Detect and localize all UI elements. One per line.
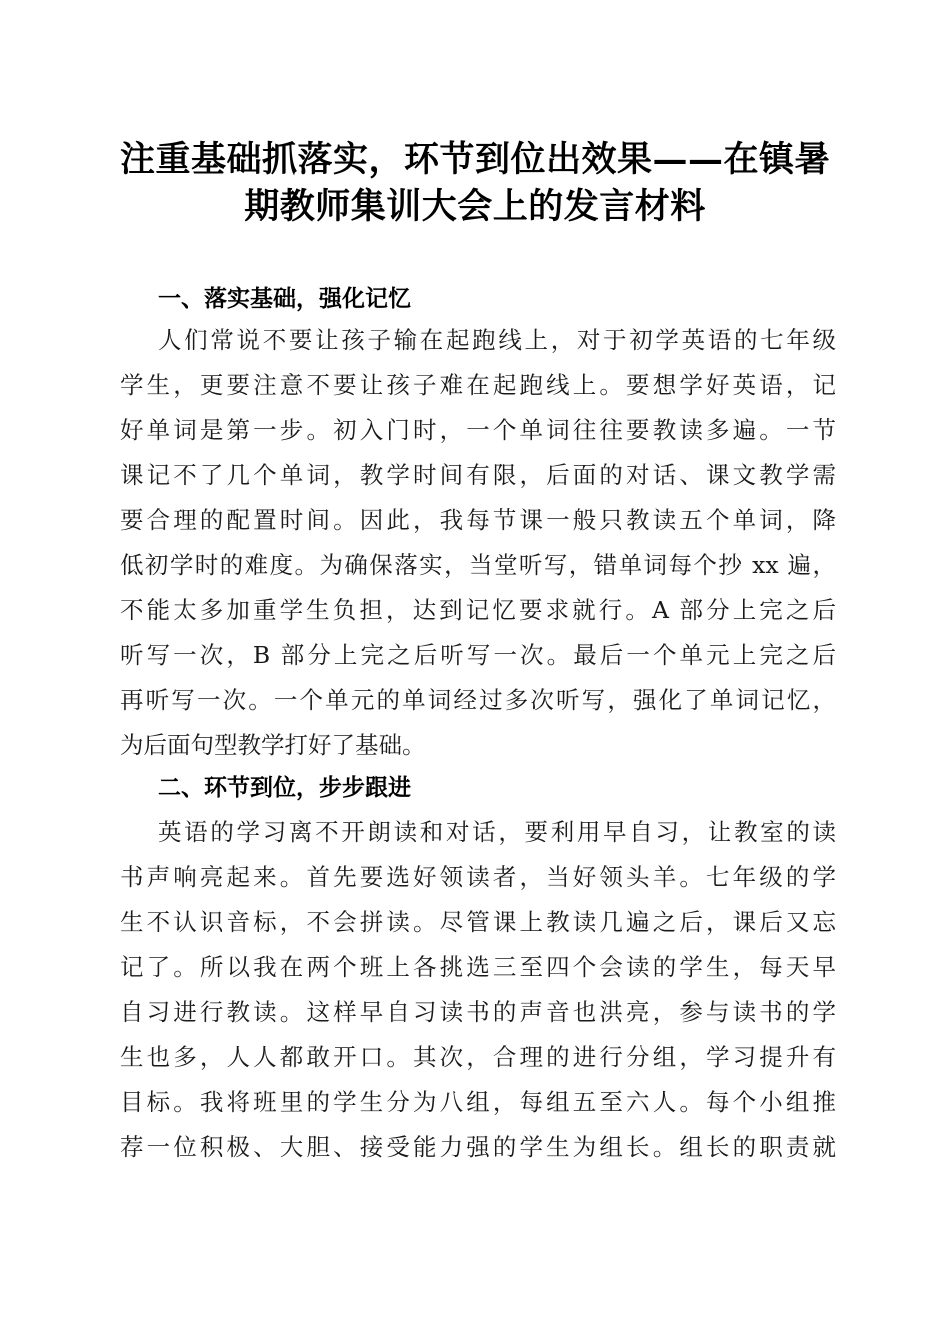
- paragraph-line: 再听写一次。一个单元的单词经过多次听写，强化了单词记忆，: [120, 686, 836, 714]
- paragraph-line: 自习进行教读。这样早自习读书的声音也洪亮，参与读书的学: [120, 998, 836, 1026]
- paragraph-line: 生不认识音标，不会拼读。尽管课上教读几遍之后，课后又忘: [120, 908, 836, 936]
- paragraph-line: 书声响亮起来。首先要选好领读者，当好领头羊。七年级的学: [120, 863, 836, 891]
- paragraph-line: 学生，更要注意不要让孩子难在起跑线上。要想学好英语，记: [120, 371, 836, 399]
- title-line-1: 注重基础抓落实，环节到位出效果——在镇暑: [119, 139, 830, 180]
- paragraph-line: 好单词是第一步。初入门时，一个单词往往要教读多遍。一节: [120, 416, 836, 444]
- paragraph-line: 听写一次，B 部分上完之后听写一次。最后一个单元上完之后: [120, 641, 836, 669]
- section-1-heading: 一、落实基础，强化记忆: [158, 286, 411, 312]
- paragraph-line: 荐一位积极、大胆、接受能力强的学生为组长。组长的职责就: [120, 1133, 836, 1161]
- paragraph-line: 要合理的配置时间。因此，我每节课一般只教读五个单词，降: [120, 506, 836, 534]
- paragraph-line: 课记不了几个单词，教学时间有限，后面的对话、课文教学需: [120, 461, 836, 489]
- paragraph-line: 记了。所以我在两个班上各挑选三至四个会读的学生，每天早: [120, 953, 836, 981]
- paragraph-line: 英语的学习离不开朗读和对话，要利用早自习，让教室的读: [158, 818, 836, 846]
- paragraph-line: 人们常说不要让孩子输在起跑线上，对于初学英语的七年级: [158, 326, 836, 354]
- title-line-2: 期教师集训大会上的发言材料: [244, 186, 706, 227]
- paragraph-line: 目标。我将班里的学生分为八组，每组五至六人。每个小组推: [120, 1088, 836, 1116]
- paragraph-line: 为后面句型教学打好了基础。: [120, 731, 426, 759]
- section-2-heading: 二、环节到位，步步跟进: [158, 775, 411, 801]
- paragraph-line: 生也多，人人都敢开口。其次，合理的进行分组，学习提升有: [120, 1043, 836, 1071]
- document-title: [110, 136, 840, 230]
- paragraph-line: 不能太多加重学生负担，达到记忆要求就行。A 部分上完之后: [120, 596, 836, 624]
- paragraph-line: 低初学时的难度。为确保落实，当堂听写，错单词每个抄 xx 遍，: [120, 551, 836, 579]
